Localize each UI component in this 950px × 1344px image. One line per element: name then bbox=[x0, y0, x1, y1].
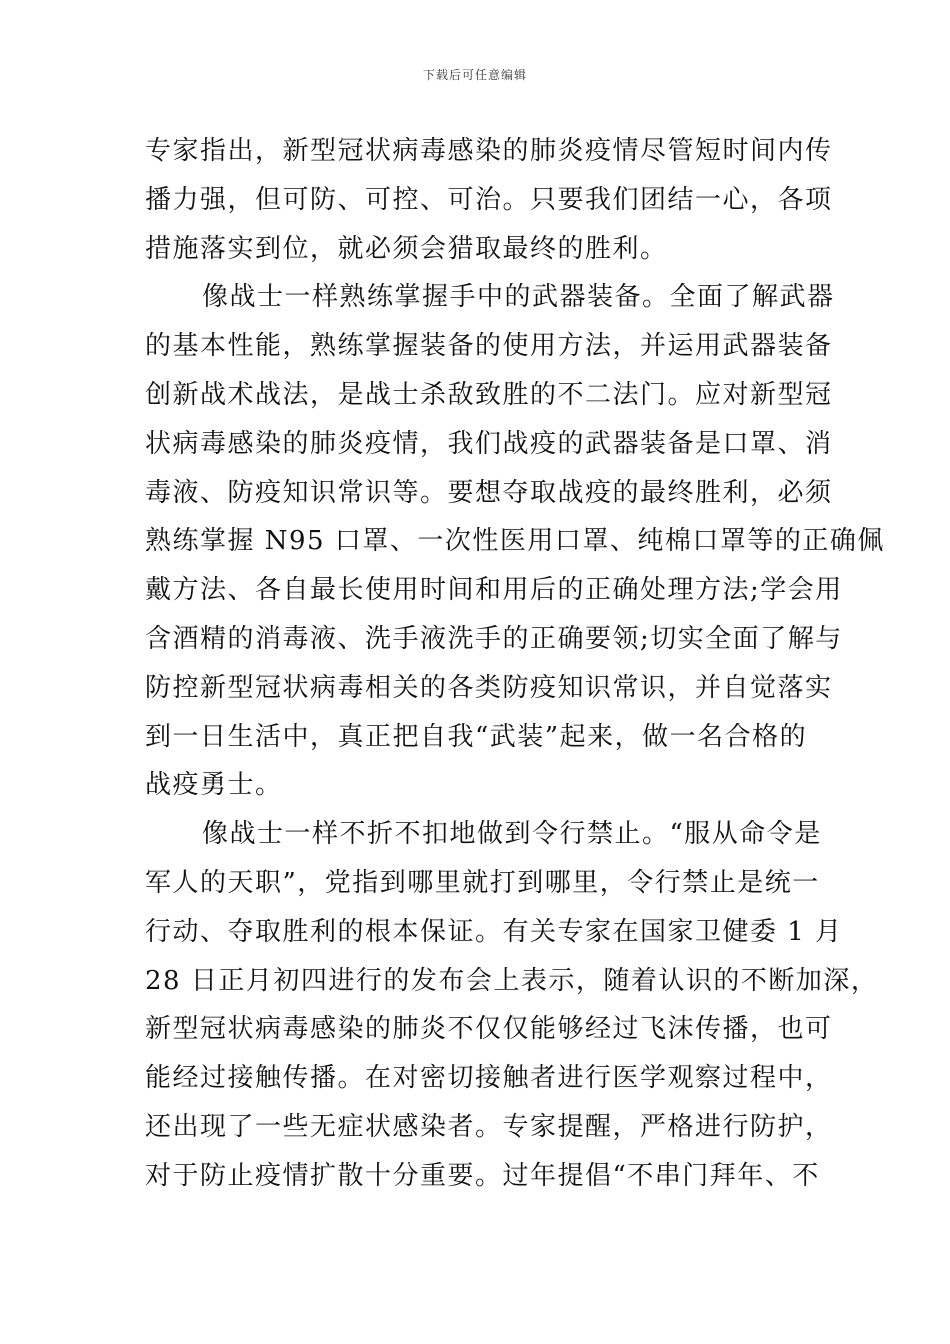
header-note: 下载后可任意编辑 bbox=[422, 68, 527, 82]
text-line: 创新战术战法，是战士杀敌致胜的不二法门。应对新型冠 bbox=[145, 379, 833, 410]
text-line: 播力强，但可防、可控、可治。只要我们团结一心，各项 bbox=[145, 184, 833, 215]
text-line: 28 日正月初四进行的发布会上表示，随着认识的不断加深， bbox=[145, 965, 879, 996]
text-line: 战疫勇士。 bbox=[145, 770, 283, 801]
text-line: 的基本性能，熟练掌握装备的使用方法，并运用武器装备 bbox=[145, 331, 833, 362]
text-line: 行动、夺取胜利的根本保证。有关专家在国家卫健委 1 月 bbox=[145, 916, 843, 947]
text-line: 专家指出，新型冠状病毒感染的肺炎疫情尽管短时间内传 bbox=[145, 136, 833, 166]
text-line: 戴方法、各自最长使用时间和用后的正确处理方法;学会用 bbox=[145, 575, 843, 606]
text-line: 军人的天职”，党指到哪里就打到哪里，令行禁止是统一 bbox=[145, 867, 820, 898]
text-line: 措施落实到位，就必须会猎取最终的胜利。 bbox=[145, 233, 668, 264]
text-line: 含酒精的消毒液、洗手液洗手的正确要领;切实全面了解与 bbox=[145, 623, 843, 654]
text-line: 到一日生活中，真正把自我“武装”起来，做一名合格的 bbox=[145, 721, 808, 752]
text-line: 熟练掌握 N95 口罩、一次性医用口罩、纯棉口罩等的正确佩 bbox=[145, 526, 885, 557]
paragraph-start-line: 像战士一样熟练掌握手中的武器装备。全面了解武器 bbox=[202, 282, 835, 313]
document-body bbox=[145, 127, 885, 1201]
text-line: 能经过接触传播。在对密切接触者进行医学观察过程中， bbox=[145, 1063, 833, 1094]
paragraph-start-line: 像战士一样不折不扣地做到令行禁止。“服从命令是 bbox=[202, 819, 822, 850]
text-line: 毒液、防疫知识常识等。要想夺取战疫的最终胜利，必须 bbox=[145, 477, 833, 508]
text-line: 对于防止疫情扩散十分重要。过年提倡“不串门拜年、不 bbox=[145, 1160, 820, 1191]
text-line: 防控新型冠状病毒相关的各类防疫知识常识，并自觉落实 bbox=[145, 672, 833, 703]
text-line: 还出现了一些无症状感染者。专家提醒，严格进行防护， bbox=[145, 1111, 833, 1142]
text-line: 新型冠状病毒感染的肺炎不仅仅能够经过飞沫传播，也可 bbox=[145, 1014, 833, 1045]
text-line: 状病毒感染的肺炎疫情，我们战疫的武器装备是口罩、消 bbox=[145, 428, 833, 459]
